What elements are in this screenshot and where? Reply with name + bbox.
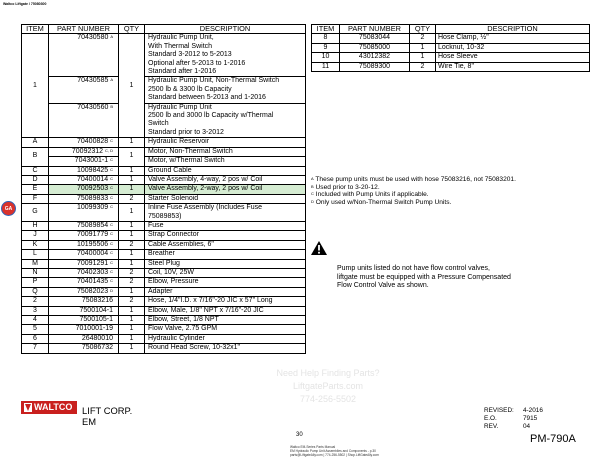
part-number-cell: 70091291 $^C$ — [49, 259, 119, 268]
table-row — [22, 147, 306, 156]
description-cell: Locknut, 10-32 — [436, 43, 590, 52]
part-number-cell: 10098425 $^C$ — [49, 166, 119, 175]
qty-cell: 1 — [119, 334, 145, 343]
watermark: Need Help Finding Parts? LiftgateParts.com 774-256-5502 — [276, 368, 380, 404]
item-cell: 10 — [312, 53, 340, 62]
description-cell: Cable Assemblies, 6" — [145, 240, 306, 249]
waltco-mark-icon — [24, 403, 32, 412]
table-row — [22, 316, 306, 325]
item-cell: H — [22, 221, 49, 230]
part-number-cell: 10099309 $^C$ — [49, 204, 119, 222]
part-number-cell: 43012382 — [340, 53, 410, 62]
description-cell: Starter Solenoid — [145, 194, 306, 203]
col-header-part-number: PART NUMBER — [340, 25, 410, 34]
qty-cell: 1 — [410, 43, 436, 52]
qty-cell: 2 — [119, 297, 145, 306]
description-cell: Elbow, Pressure — [145, 278, 306, 287]
qty-cell: 1 — [119, 221, 145, 230]
qty-cell: 1 — [119, 250, 145, 259]
qty-cell: 1 — [119, 185, 145, 194]
col-header-item: ITEM — [312, 25, 340, 34]
page-number: 30 — [296, 432, 303, 438]
col-header-part-number: PART NUMBER — [49, 25, 119, 34]
qty-cell: 1 — [119, 231, 145, 240]
item-cell: 3 — [22, 306, 49, 315]
qty-cell: 1 — [119, 147, 145, 166]
description-cell: Breather — [145, 250, 306, 259]
item-cell: 5 — [22, 325, 49, 334]
description-cell: Fuse — [145, 221, 306, 230]
table-row — [22, 297, 306, 306]
item-cell: D — [22, 175, 49, 184]
description-cell: Hydraulic Reservoir — [145, 138, 306, 147]
item-cell: E — [22, 185, 49, 194]
description-cell: Inline Fuse Assembly (Includes Fuse 75089853) — [145, 204, 306, 222]
item-cell: 1 — [22, 34, 49, 138]
part-number-cell: 75085000 — [340, 43, 410, 52]
qty-cell: 2 — [119, 194, 145, 203]
part-number-cell: 70400004 $^C$ — [49, 250, 119, 259]
table-row — [22, 34, 306, 77]
qty-cell: 1 — [119, 259, 145, 268]
col-header-item: ITEM — [22, 25, 49, 34]
qty-cell: 2 — [410, 34, 436, 43]
description-cell: Hose Sleeve — [436, 53, 590, 62]
table-row — [22, 325, 306, 334]
item-cell: G — [22, 204, 49, 222]
part-number-cell: 75086732 — [49, 344, 119, 353]
part-number-cell: 26480010 — [49, 334, 119, 343]
description-cell: Ground Cable — [145, 166, 306, 175]
table-header-row — [312, 25, 590, 34]
description-cell: Steel Plug — [145, 259, 306, 268]
part-number-cell: 75089833 $^C$ — [49, 194, 119, 203]
table-row — [22, 231, 306, 240]
table-row — [22, 77, 306, 103]
part-number-cell: 75082023 $^D$ — [49, 287, 119, 296]
table-row — [22, 204, 306, 222]
item-cell: 4 — [22, 316, 49, 325]
waltco-logo: WALTCO — [21, 401, 77, 414]
revision-block: REVISED: 4-2016 E.O. 7915 REV. 04 — [484, 407, 543, 431]
document-code: PM-790A — [530, 433, 576, 445]
table-row — [22, 250, 306, 259]
table-row — [22, 334, 306, 343]
table-row — [312, 62, 590, 71]
warning-text: Pump units listed do not have flow control valves, liftgate must be equipped with a Pressure Compensated Flow Control Valve as shown. — [337, 265, 511, 290]
qty-cell: 2 — [410, 62, 436, 71]
item-cell: 11 — [312, 62, 340, 71]
qty-cell: 2 — [119, 278, 145, 287]
qty-cell: 1 — [119, 138, 145, 147]
description-cell: Hydraulic Pump Unit 2500 lb and 3000 lb Capacity w/Thermal Switch Standard prior to 3-2012 — [145, 103, 306, 138]
table-row — [22, 287, 306, 296]
part-number-cell: 75083216 — [49, 297, 119, 306]
part-number-cell: 70400828 $^C$ — [49, 138, 119, 147]
part-number-cell: 70430580 $^A$ — [49, 34, 119, 77]
table-row — [22, 166, 306, 175]
qty-cell: 1 — [119, 175, 145, 184]
description-cell: Hydraulic Pump Unit, With Thermal Switch Standard 3-2012 to 5-2013 Optional after 5-2013 to 1-2016 Standard after 1-2016 — [145, 34, 306, 77]
item-cell: M — [22, 259, 49, 268]
footnote: $^B$ Used prior to 3-20-12. — [311, 183, 380, 191]
part-number-cell: 70430560 $^B$ — [49, 103, 119, 138]
item-cell: P — [22, 278, 49, 287]
description-cell: Elbow, Male, 1/8" NPT x 7/16"-20 JIC — [145, 306, 306, 315]
qty-cell: 1 — [119, 306, 145, 315]
table-row — [22, 138, 306, 147]
item-cell: Q — [22, 287, 49, 296]
table-row — [22, 268, 306, 277]
page-footer: Waltco EM-Series Parts Manual EM Hydraulic Pump Unit Assemblies and Components - p.30 parts@LiftgateAlly.com | 774-256-5502 | Shop.LiftGateAlly.com — [290, 445, 379, 458]
part-number-cell: 70430585 $^A$ — [49, 77, 119, 103]
item-cell: L — [22, 250, 49, 259]
part-number-cell: 70402303 $^C$ — [49, 268, 119, 277]
parts-table — [21, 24, 306, 354]
item-cell: 6 — [22, 334, 49, 343]
item-cell: F — [22, 194, 49, 203]
description-cell: Hose, 1/4"I.D. x 7/16"-20 JIC x 57" Long — [145, 297, 306, 306]
item-cell: 7 — [22, 344, 49, 353]
hardware-table — [311, 24, 590, 72]
qty-cell: 1 — [119, 344, 145, 353]
col-header-qty: QTY — [119, 25, 145, 34]
description-cell: Hose Clamp, ½" — [436, 34, 590, 43]
part-number-cell: 70091779 $^C$ — [49, 231, 119, 240]
part-number-cell: 75089854 $^C$ — [49, 221, 119, 230]
description-cell: Motor, w/Thermal Switch — [145, 157, 306, 166]
qty-cell: 2 — [119, 240, 145, 249]
item-cell: A — [22, 138, 49, 147]
description-cell: Round Head Screw, 10-32x1" — [145, 344, 306, 353]
company-name: LIFT CORP. EM — [82, 405, 133, 427]
qty-cell: 1 — [119, 287, 145, 296]
table-row-highlighted — [22, 185, 306, 194]
qty-cell: 1 — [119, 34, 145, 138]
description-cell: Elbow, Street, 1/8 NPT — [145, 316, 306, 325]
col-header-description: DESCRIPTION — [145, 25, 306, 34]
col-header-description: DESCRIPTION — [436, 25, 590, 34]
table-row — [22, 259, 306, 268]
description-cell: Valve Assembly, 4-way, 2 pos w/ Coil — [145, 175, 306, 184]
table-row — [312, 34, 590, 43]
part-number-cell: 70401435 $^C$ — [49, 278, 119, 287]
ga-badge[interactable]: GA — [1, 201, 16, 216]
table-row — [22, 344, 306, 353]
item-cell: B — [22, 147, 49, 166]
item-cell: C — [22, 166, 49, 175]
table-row — [22, 157, 306, 166]
item-cell: 9 — [312, 43, 340, 52]
document-header: Waltco Liftgate / 75080300 — [3, 2, 47, 6]
description-cell: Hydraulic Pump Unit, Non-Thermal Switch 2500 lb & 3300 lb Capacity Standard between 5-2013 and 1-2016 — [145, 77, 306, 103]
part-number-cell: 7500104-1 — [49, 306, 119, 315]
description-cell: Flow Valve, 2.75 GPM — [145, 325, 306, 334]
description-cell: Motor, Non-Thermal Switch — [145, 147, 306, 156]
table-header-row — [22, 25, 306, 34]
item-cell: 8 — [312, 34, 340, 43]
part-number-cell: 75089300 — [340, 62, 410, 71]
part-number-cell: 7010001-19 — [49, 325, 119, 334]
part-number-cell: 70092312 $^{C, D}$ — [49, 147, 119, 156]
part-number-cell: 10195506 $^C$ — [49, 240, 119, 249]
table-row — [312, 43, 590, 52]
qty-cell: 1 — [119, 316, 145, 325]
table-row — [22, 221, 306, 230]
description-cell: Wire Tie, 8" — [436, 62, 590, 71]
qty-cell: 1 — [119, 166, 145, 175]
table-row — [22, 175, 306, 184]
footnote: $^A$ These pump units must be used with hose 75083216, not 75083201. — [311, 176, 516, 183]
part-number-cell: 70400014 $^C$ — [49, 175, 119, 184]
description-cell: Coil, 10V, 25W — [145, 268, 306, 277]
table-row — [22, 278, 306, 287]
item-cell: J — [22, 231, 49, 240]
table-row — [22, 306, 306, 315]
part-number-cell: 7043001-1 $^C$ — [49, 157, 119, 166]
part-number-cell: 7500105-1 — [49, 316, 119, 325]
item-cell: N — [22, 268, 49, 277]
warning-triangle-icon — [311, 241, 327, 255]
footnotes — [311, 176, 516, 206]
table-row — [22, 194, 306, 203]
col-header-qty: QTY — [410, 25, 436, 34]
description-cell: Valve Assembly, 2-way, 2 pos w/ Coil — [145, 185, 306, 194]
qty-cell: 1 — [410, 53, 436, 62]
qty-cell: 1 — [119, 204, 145, 222]
description-cell: Adapter — [145, 287, 306, 296]
table-row — [312, 53, 590, 62]
part-number-cell: 75083044 — [340, 34, 410, 43]
item-cell: K — [22, 240, 49, 249]
footnote: $^D$ Only used w/Non-Thermal Switch Pump Units. — [311, 198, 452, 206]
table-row — [22, 103, 306, 138]
qty-cell: 2 — [119, 268, 145, 277]
footnote: $^C$ Included with Pump Units if applicable. — [311, 191, 429, 199]
description-cell: Hydraulic Cylinder — [145, 334, 306, 343]
description-cell: Strap Connector — [145, 231, 306, 240]
table-row — [22, 240, 306, 249]
item-cell: 2 — [22, 297, 49, 306]
qty-cell: 1 — [119, 325, 145, 334]
part-number-cell: 70092503 $^C$ — [49, 185, 119, 194]
